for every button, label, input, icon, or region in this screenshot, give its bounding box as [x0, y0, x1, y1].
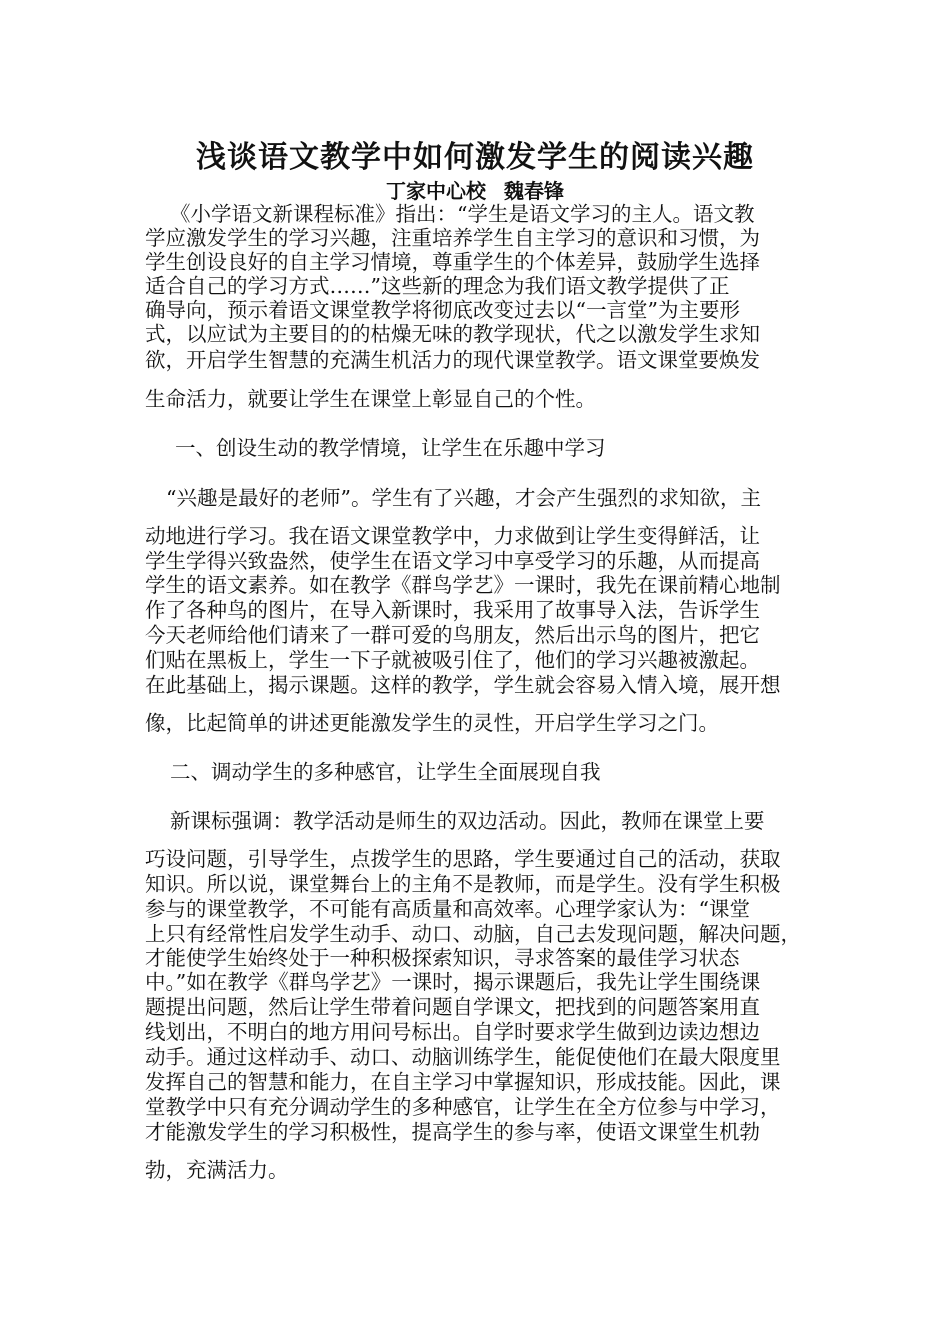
text-line: 新课标强调：教学活动是师生的双边活动。因此，教师在课堂上要	[170, 809, 765, 833]
text-line: 《小学语文新课程标准》指出：“学生是语文学习的主人。语文教	[170, 202, 755, 226]
text-line: 学生学得兴致盎然，使学生在语文学习中享受学习的乐趣，从而提高	[145, 549, 760, 573]
author-name: 魏春锋	[504, 179, 564, 203]
text-line: 确导向，预示着语文课堂教学将彻底改变过去以“一言堂”为主要形	[145, 298, 740, 322]
section-heading-2: 二、调动学生的多种感官，让学生全面展现自我	[170, 760, 601, 784]
text-line: 勃，充满活力。	[145, 1158, 289, 1182]
text-line: 作了各种鸟的图片，在导入新课时，我采用了故事导入法，告诉学生	[145, 598, 760, 622]
text-line: 动地进行学习。我在语文课堂教学中，力求做到让学生变得鲜活，让	[145, 524, 760, 548]
text-line: 中。”如在教学《群鸟学艺》一课时，揭示课题后，我先让学生围绕课	[145, 970, 761, 994]
author-byline	[0, 175, 950, 204]
text-line: “兴趣是最好的老师”。学生有了兴趣，才会产生强烈的求知欲，主	[166, 486, 761, 510]
text-line: 学生的语文素养。如在教学《群鸟学艺》一课时，我先在课前精心地制	[145, 573, 781, 597]
text-line: 生命活力，就要让学生在课堂上彰显自己的个性。	[145, 387, 596, 411]
text-line: 才能使学生始终处于一种积极探索知识，寻求答案的最佳学习状态	[145, 946, 740, 970]
document-title: 浅谈语文教学中如何激发学生的阅读兴趣	[196, 140, 754, 175]
text-line: 们贴在黑板上，学生一下子就被吸引住了，他们的学习兴趣被激起。	[145, 648, 760, 672]
text-line: 在此基础上，揭示课题。这样的教学，学生就会容易入情入境，展开想	[145, 673, 781, 697]
text-line: 才能激发学生的学习积极性，提高学生的参与率，使语文课堂生机勃	[145, 1120, 760, 1144]
text-line: 发挥自己的智慧和能力，在自主学习中掌握知识，形成技能。因此，课	[145, 1070, 781, 1094]
text-line: 动手。通过这样动手、动口、动脑训练学生，能促使他们在最大限度里	[145, 1045, 781, 1069]
text-line: 知识。所以说，课堂舞台上的主角不是教师，而是学生。没有学生积极	[145, 872, 781, 896]
text-line: 题提出问题，然后让学生带着问题自学课文，把找到的问题答案用直	[145, 995, 760, 1019]
text-line: 像，比起简单的讲述更能激发学生的灵性，开启学生学习之门。	[145, 711, 719, 735]
section-heading-1: 一、创设生动的教学情境，让学生在乐趣中学习	[175, 436, 606, 460]
text-line: 上只有经常性启发学生动手、动口、动脑，自己去发现问题，解决问题，	[145, 922, 801, 946]
text-line: 参与的课堂教学，不可能有高质量和高效率。心理学家认为：“课堂	[145, 897, 750, 921]
text-line: 线划出，不明白的地方用问号标出。自学时要求学生做到边读边想边	[145, 1020, 760, 1044]
text-line: 式，以应试为主要目的的枯燥无味的教学现状，代之以激发学生求知	[145, 322, 760, 346]
text-line: 适合自己的学习方式……”这些新的理念为我们语文教学提供了正	[145, 274, 730, 298]
text-line: 学生创设良好的自主学习情境，尊重学生的个体差异，鼓励学生选择	[145, 250, 760, 274]
text-line: 欲，开启学生智慧的充满生机活力的现代课堂教学。语文课堂要焕发	[145, 348, 760, 372]
text-line: 堂教学中只有充分调动学生的多种感官，让学生在全方位参与中学习，	[145, 1095, 781, 1119]
author-school: 丁家中心校	[386, 179, 486, 203]
text-line: 巧设问题，引导学生，点拨学生的思路，学生要通过自己的活动，获取	[145, 847, 781, 871]
text-line: 学应激发学生的学习兴趣，注重培养学生自主学习的意识和习惯，为	[145, 226, 760, 250]
text-line: 今天老师给他们请来了一群可爱的鸟朋友，然后出示鸟的图片，把它	[145, 623, 760, 647]
